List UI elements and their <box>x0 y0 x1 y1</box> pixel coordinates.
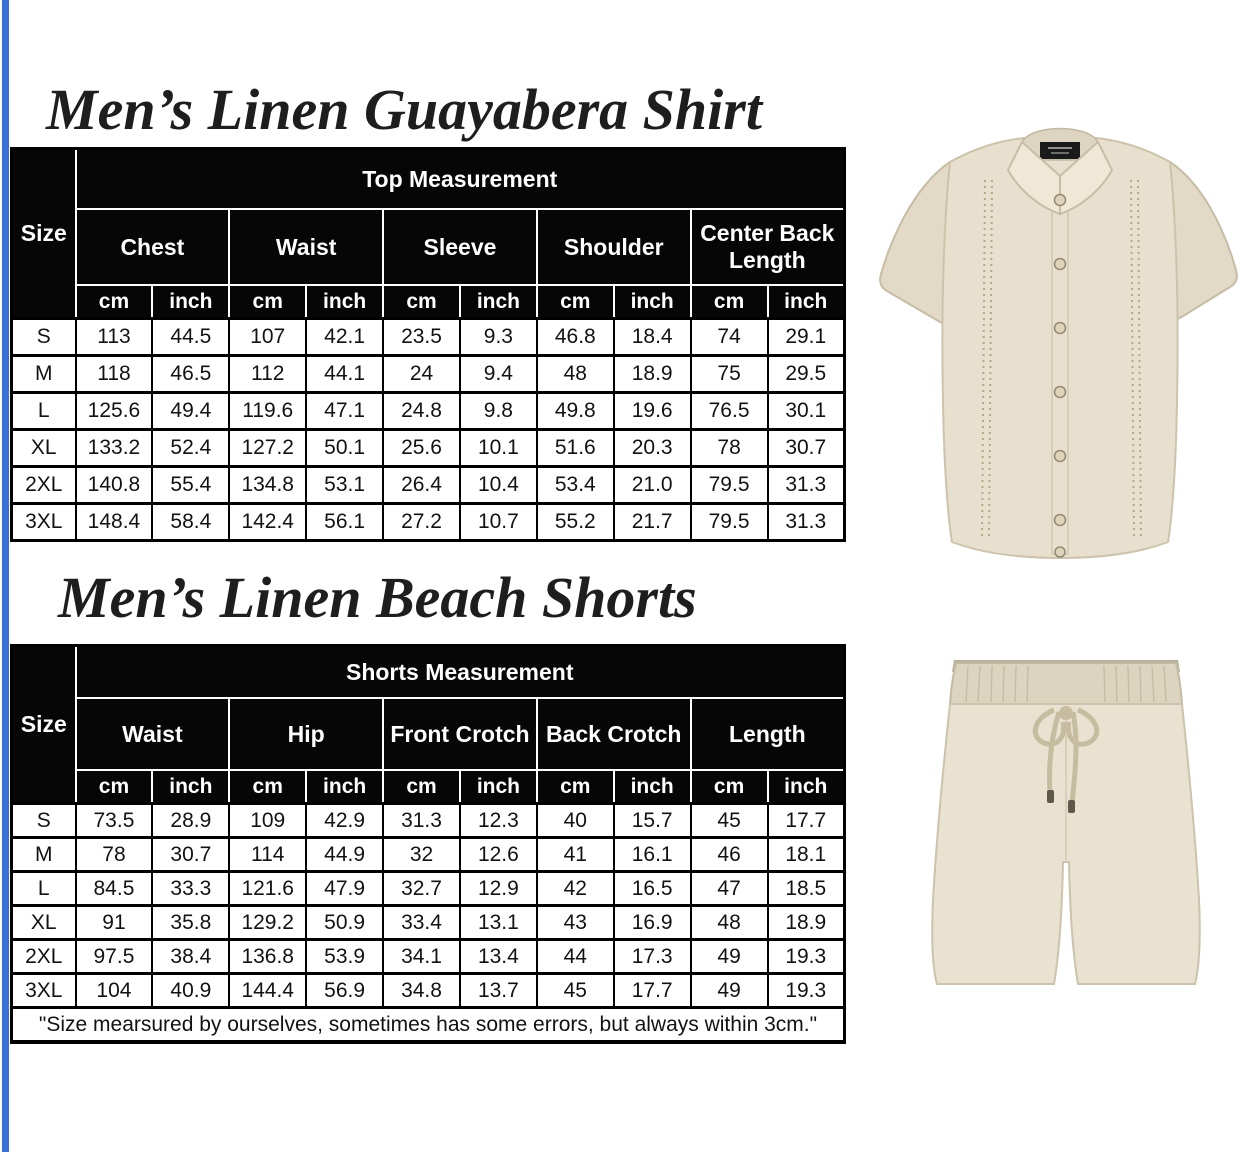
shirt-size-table <box>10 147 846 542</box>
value-cell: 13.1 <box>460 906 537 940</box>
value-cell: 42.1 <box>306 319 383 356</box>
value-cell: 55.2 <box>537 504 614 541</box>
unit-header-cm: cm <box>383 285 460 319</box>
value-cell: 51.6 <box>537 430 614 467</box>
column-header-length: Length <box>691 698 845 770</box>
unit-header-inch: inch <box>768 285 845 319</box>
table-row <box>12 940 845 974</box>
value-cell: 18.5 <box>768 872 845 906</box>
value-cell: 42 <box>537 872 614 906</box>
value-cell: 38.4 <box>152 940 229 974</box>
value-cell: 76.5 <box>691 393 768 430</box>
value-cell: 34.8 <box>383 974 460 1008</box>
value-cell: 17.3 <box>614 940 691 974</box>
shorts-waistband <box>950 663 1182 704</box>
table-row <box>12 906 845 940</box>
column-header-center-back-length: Center Back Length <box>691 209 845 285</box>
value-cell: 17.7 <box>614 974 691 1008</box>
unit-header-cm: cm <box>691 285 768 319</box>
value-cell: 23.5 <box>383 319 460 356</box>
size-cell: 3XL <box>12 504 76 541</box>
value-cell: 30.1 <box>768 393 845 430</box>
brand-label-text-line <box>1051 152 1069 154</box>
value-cell: 28.9 <box>152 804 229 838</box>
value-cell: 91 <box>76 906 153 940</box>
unit-header-cm: cm <box>76 770 153 804</box>
value-cell: 107 <box>229 319 306 356</box>
value-cell: 17.7 <box>768 804 845 838</box>
button-placket <box>1052 176 1068 554</box>
value-cell: 21.7 <box>614 504 691 541</box>
value-cell: 16.9 <box>614 906 691 940</box>
column-header-shoulder: Shoulder <box>537 209 691 285</box>
value-cell: 27.2 <box>383 504 460 541</box>
value-cell: 134.8 <box>229 467 306 504</box>
value-cell: 47.1 <box>306 393 383 430</box>
value-cell: 33.4 <box>383 906 460 940</box>
size-cell: 2XL <box>12 940 76 974</box>
footer-note-row <box>12 1008 845 1043</box>
size-cell: M <box>12 838 76 872</box>
shirt-title: Men’s Linen Guayabera Shirt <box>46 77 762 142</box>
guayabera-shirt-image <box>864 96 1242 574</box>
unit-header-inch: inch <box>152 285 229 319</box>
size-cell: XL <box>12 430 76 467</box>
value-cell: 142.4 <box>229 504 306 541</box>
value-cell: 44 <box>537 940 614 974</box>
shorts-size-table <box>10 644 846 1044</box>
value-cell: 49.4 <box>152 393 229 430</box>
value-cell: 13.4 <box>460 940 537 974</box>
measurement-group-header: Shorts Measurement <box>76 646 845 699</box>
unit-header-cm: cm <box>76 285 153 319</box>
drawstring-tip <box>1047 790 1054 803</box>
value-cell: 148.4 <box>76 504 153 541</box>
value-cell: 136.8 <box>229 940 306 974</box>
value-cell: 44.9 <box>306 838 383 872</box>
value-cell: 113 <box>76 319 153 356</box>
measurement-group-header: Top Measurement <box>76 149 845 210</box>
unit-header-inch: inch <box>460 770 537 804</box>
value-cell: 29.1 <box>768 319 845 356</box>
column-header-waist: Waist <box>76 698 230 770</box>
value-cell: 24 <box>383 356 460 393</box>
value-cell: 10.1 <box>460 430 537 467</box>
unit-header-cm: cm <box>537 770 614 804</box>
table-row <box>12 430 845 467</box>
value-cell: 55.4 <box>152 467 229 504</box>
table-row <box>12 974 845 1008</box>
value-cell: 109 <box>229 804 306 838</box>
value-cell: 73.5 <box>76 804 153 838</box>
value-cell: 9.4 <box>460 356 537 393</box>
value-cell: 75 <box>691 356 768 393</box>
value-cell: 41 <box>537 838 614 872</box>
value-cell: 56.1 <box>306 504 383 541</box>
value-cell: 40.9 <box>152 974 229 1008</box>
table-row <box>12 804 845 838</box>
value-cell: 30.7 <box>152 838 229 872</box>
value-cell: 133.2 <box>76 430 153 467</box>
value-cell: 44.5 <box>152 319 229 356</box>
value-cell: 78 <box>691 430 768 467</box>
value-cell: 97.5 <box>76 940 153 974</box>
size-column-header: Size <box>12 149 76 319</box>
column-header-front-crotch: Front Crotch <box>383 698 537 770</box>
value-cell: 125.6 <box>76 393 153 430</box>
value-cell: 79.5 <box>691 504 768 541</box>
size-cell: 3XL <box>12 974 76 1008</box>
measurement-disclaimer: "Size mearsured by ourselves, sometimes has some errors, but always within 3cm." <box>12 1008 845 1043</box>
value-cell: 18.4 <box>614 319 691 356</box>
table-row <box>12 356 845 393</box>
unit-header-inch: inch <box>768 770 845 804</box>
value-cell: 45 <box>691 804 768 838</box>
unit-header-inch: inch <box>614 285 691 319</box>
value-cell: 49.8 <box>537 393 614 430</box>
value-cell: 112 <box>229 356 306 393</box>
value-cell: 127.2 <box>229 430 306 467</box>
unit-header-inch: inch <box>460 285 537 319</box>
value-cell: 18.9 <box>768 906 845 940</box>
unit-header-inch: inch <box>152 770 229 804</box>
unit-header-cm: cm <box>383 770 460 804</box>
value-cell: 118 <box>76 356 153 393</box>
value-cell: 79.5 <box>691 467 768 504</box>
value-cell: 25.6 <box>383 430 460 467</box>
value-cell: 48 <box>691 906 768 940</box>
value-cell: 129.2 <box>229 906 306 940</box>
unit-header-inch: inch <box>306 770 383 804</box>
value-cell: 78 <box>76 838 153 872</box>
table-row <box>12 838 845 872</box>
value-cell: 12.3 <box>460 804 537 838</box>
table-row <box>12 872 845 906</box>
value-cell: 56.9 <box>306 974 383 1008</box>
value-cell: 26.4 <box>383 467 460 504</box>
value-cell: 33.3 <box>152 872 229 906</box>
brand-label-text-line <box>1048 147 1072 149</box>
value-cell: 30.7 <box>768 430 845 467</box>
value-cell: 31.3 <box>383 804 460 838</box>
value-cell: 34.1 <box>383 940 460 974</box>
drawstring-tip <box>1068 800 1075 813</box>
value-cell: 119.6 <box>229 393 306 430</box>
value-cell: 24.8 <box>383 393 460 430</box>
value-cell: 32.7 <box>383 872 460 906</box>
table-row <box>12 319 845 356</box>
beach-shorts-image <box>916 650 1216 995</box>
value-cell: 12.9 <box>460 872 537 906</box>
value-cell: 74 <box>691 319 768 356</box>
value-cell: 15.7 <box>614 804 691 838</box>
value-cell: 121.6 <box>229 872 306 906</box>
column-header-chest: Chest <box>76 209 230 285</box>
table-row <box>12 504 845 541</box>
unit-header-cm: cm <box>229 285 306 319</box>
size-cell: L <box>12 872 76 906</box>
value-cell: 53.4 <box>537 467 614 504</box>
value-cell: 84.5 <box>76 872 153 906</box>
unit-header-cm: cm <box>229 770 306 804</box>
left-blue-stripe <box>2 0 9 1152</box>
brand-label <box>1040 142 1080 159</box>
value-cell: 16.5 <box>614 872 691 906</box>
value-cell: 20.3 <box>614 430 691 467</box>
value-cell: 52.4 <box>152 430 229 467</box>
shorts-title: Men’s Linen Beach Shorts <box>58 565 697 630</box>
value-cell: 21.0 <box>614 467 691 504</box>
value-cell: 16.1 <box>614 838 691 872</box>
column-header-hip: Hip <box>229 698 383 770</box>
table-row <box>12 467 845 504</box>
value-cell: 53.9 <box>306 940 383 974</box>
value-cell: 31.3 <box>768 467 845 504</box>
value-cell: 49 <box>691 974 768 1008</box>
column-header-waist: Waist <box>229 209 383 285</box>
value-cell: 144.4 <box>229 974 306 1008</box>
value-cell: 46 <box>691 838 768 872</box>
unit-header-inch: inch <box>614 770 691 804</box>
value-cell: 40 <box>537 804 614 838</box>
value-cell: 46.8 <box>537 319 614 356</box>
value-cell: 10.4 <box>460 467 537 504</box>
value-cell: 50.1 <box>306 430 383 467</box>
value-cell: 31.3 <box>768 504 845 541</box>
value-cell: 50.9 <box>306 906 383 940</box>
value-cell: 12.6 <box>460 838 537 872</box>
size-cell: 2XL <box>12 467 76 504</box>
size-column-header: Size <box>12 646 76 804</box>
size-cell: S <box>12 319 76 356</box>
value-cell: 46.5 <box>152 356 229 393</box>
value-cell: 32 <box>383 838 460 872</box>
unit-header-inch: inch <box>306 285 383 319</box>
value-cell: 44.1 <box>306 356 383 393</box>
drawstring-knot <box>1059 706 1073 720</box>
value-cell: 19.6 <box>614 393 691 430</box>
value-cell: 35.8 <box>152 906 229 940</box>
value-cell: 140.8 <box>76 467 153 504</box>
value-cell: 43 <box>537 906 614 940</box>
size-cell: S <box>12 804 76 838</box>
size-cell: M <box>12 356 76 393</box>
value-cell: 9.3 <box>460 319 537 356</box>
value-cell: 19.3 <box>768 974 845 1008</box>
size-cell: L <box>12 393 76 430</box>
value-cell: 53.1 <box>306 467 383 504</box>
value-cell: 18.9 <box>614 356 691 393</box>
value-cell: 42.9 <box>306 804 383 838</box>
value-cell: 47 <box>691 872 768 906</box>
value-cell: 10.7 <box>460 504 537 541</box>
value-cell: 47.9 <box>306 872 383 906</box>
unit-header-cm: cm <box>691 770 768 804</box>
value-cell: 58.4 <box>152 504 229 541</box>
value-cell: 18.1 <box>768 838 845 872</box>
value-cell: 104 <box>76 974 153 1008</box>
value-cell: 114 <box>229 838 306 872</box>
size-cell: XL <box>12 906 76 940</box>
table-row <box>12 393 845 430</box>
value-cell: 19.3 <box>768 940 845 974</box>
column-header-back-crotch: Back Crotch <box>537 698 691 770</box>
value-cell: 45 <box>537 974 614 1008</box>
column-header-sleeve: Sleeve <box>383 209 537 285</box>
value-cell: 49 <box>691 940 768 974</box>
unit-header-cm: cm <box>537 285 614 319</box>
value-cell: 13.7 <box>460 974 537 1008</box>
value-cell: 29.5 <box>768 356 845 393</box>
value-cell: 48 <box>537 356 614 393</box>
value-cell: 9.8 <box>460 393 537 430</box>
